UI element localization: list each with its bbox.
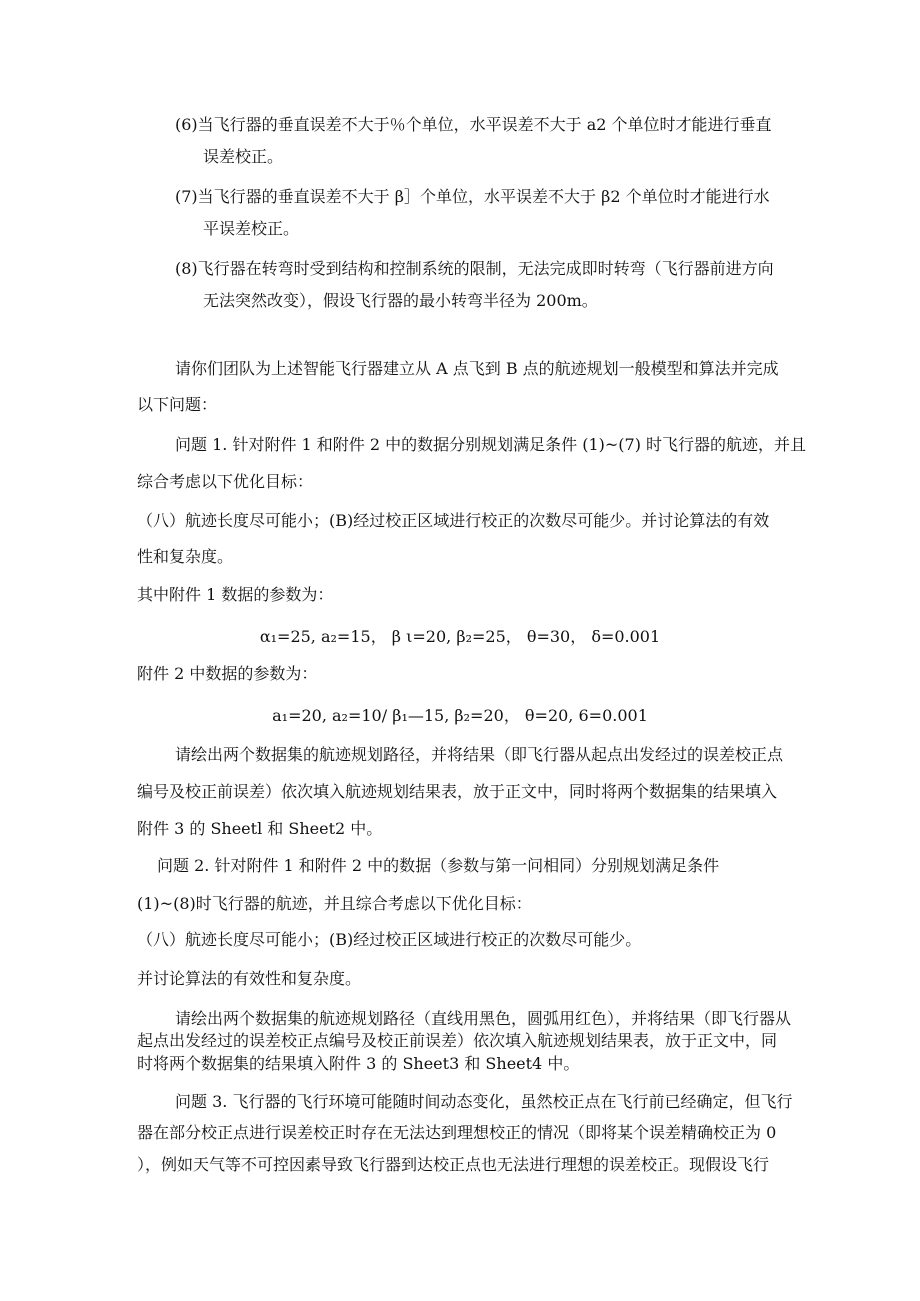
dataset-2-params-formula: a₁=20, a₂=10/ β₁—15, β₂=20， θ=20, 6=0.001 xyxy=(272,706,648,725)
question-2-discussion: 并讨论算法的有效性和复杂度。 xyxy=(137,969,362,988)
question-3-line-1: 问题 3. 飞行器的飞行环境可能随时间动态变化，虽然校正点在飞行前已经确定，但飞行 xyxy=(175,1092,793,1111)
task-intro-line-1: 请你们团队为上述智能飞行器建立从 A 点飞到 B 点的航迹规划一般模型和算法并完成 xyxy=(175,359,779,378)
dataset-1-params-label: 其中附件 1 数据的参数为： xyxy=(137,585,334,604)
condition-6-line-2: 误差校正。 xyxy=(203,147,284,166)
question-3-line-2: 器在部分校正点进行误差校正时存在无法达到理想校正的情况（即将某个误差精确校正为 0 xyxy=(137,1123,777,1142)
condition-8-line-1: (8)飞行器在转弯时受到结构和控制系统的限制，无法完成即时转弯（飞行器前进方向 xyxy=(175,259,774,278)
dataset-1-params-formula: α₁=25, a₂=15， β ι=20, β₂=25， θ=30， δ=0.001 xyxy=(259,627,661,646)
question-1-line-1: 问题 1. 针对附件 1 和附件 2 中的数据分别规划满足条件 (1)~(7) 时飞行器的航迹，并且 xyxy=(175,435,807,454)
condition-7-line-1: (7)当飞行器的垂直误差不大于 β］个单位，水平误差不大于 β2 个单位时才能进行水 xyxy=(175,187,770,206)
question-2-output-line-1: 请绘出两个数据集的航迹规划路径（直线用黑色，圆弧用红色），并将结果（即飞行器从 xyxy=(175,1009,792,1028)
question-1-output-line-2: 编号及校正前误差）依次填入航迹规划结果表，放于正文中，同时将两个数据集的结果填入 xyxy=(137,782,778,801)
question-1-output-line-3: 附件 3 的 Sheetl 和 Sheet2 中。 xyxy=(137,819,383,838)
question-3-line-3: ），例如天气等不可控因素导致飞行器到达校正点也无法进行理想的误差校正。现假设飞行 xyxy=(137,1155,770,1174)
dataset-2-params-label: 附件 2 中数据的参数为： xyxy=(137,664,318,683)
question-2-line-1: 问题 2. 针对附件 1 和附件 2 中的数据（参数与第一问相同）分别规划满足条件 xyxy=(157,856,720,875)
question-2-line-2: (1)~(8)时飞行器的航迹，并且综合考虑以下优化目标： xyxy=(137,894,532,913)
question-2-output-line-3: 时将两个数据集的结果填入附件 3 的 Sheet3 和 Sheet4 中。 xyxy=(137,1054,580,1073)
condition-8-line-2: 无法突然改变），假设飞行器的最小转弯半径为 200m。 xyxy=(203,291,598,310)
question-1-objectives-line-1: （八）航迹长度尽可能小；(B)经过校正区域进行校正的次数尽可能少。并讨论算法的有效 xyxy=(137,511,770,530)
question-1-output-line-1: 请绘出两个数据集的航迹规划路径，并将结果（即飞行器从起点出发经过的误差校正点 xyxy=(175,745,784,764)
question-1-line-2: 综合考虑以下优化目标： xyxy=(137,472,314,491)
condition-7-line-2: 平误差校正。 xyxy=(203,219,300,238)
question-2-objectives: （八）航迹长度尽可能小；(B)经过校正区域进行校正的次数尽可能少。 xyxy=(137,930,642,949)
task-intro-line-2: 以下问题： xyxy=(137,395,218,414)
condition-6-line-1: (6)当飞行器的垂直误差不大于％个单位，水平误差不大于 a2 个单位时才能进行垂直 xyxy=(175,115,772,134)
question-2-output-line-2: 起点出发经过的误差校正点编号及校正前误差）依次填入航迹规划结果表，放于正文中，同 xyxy=(137,1031,778,1050)
question-1-objectives-line-2: 性和复杂度。 xyxy=(137,547,234,566)
